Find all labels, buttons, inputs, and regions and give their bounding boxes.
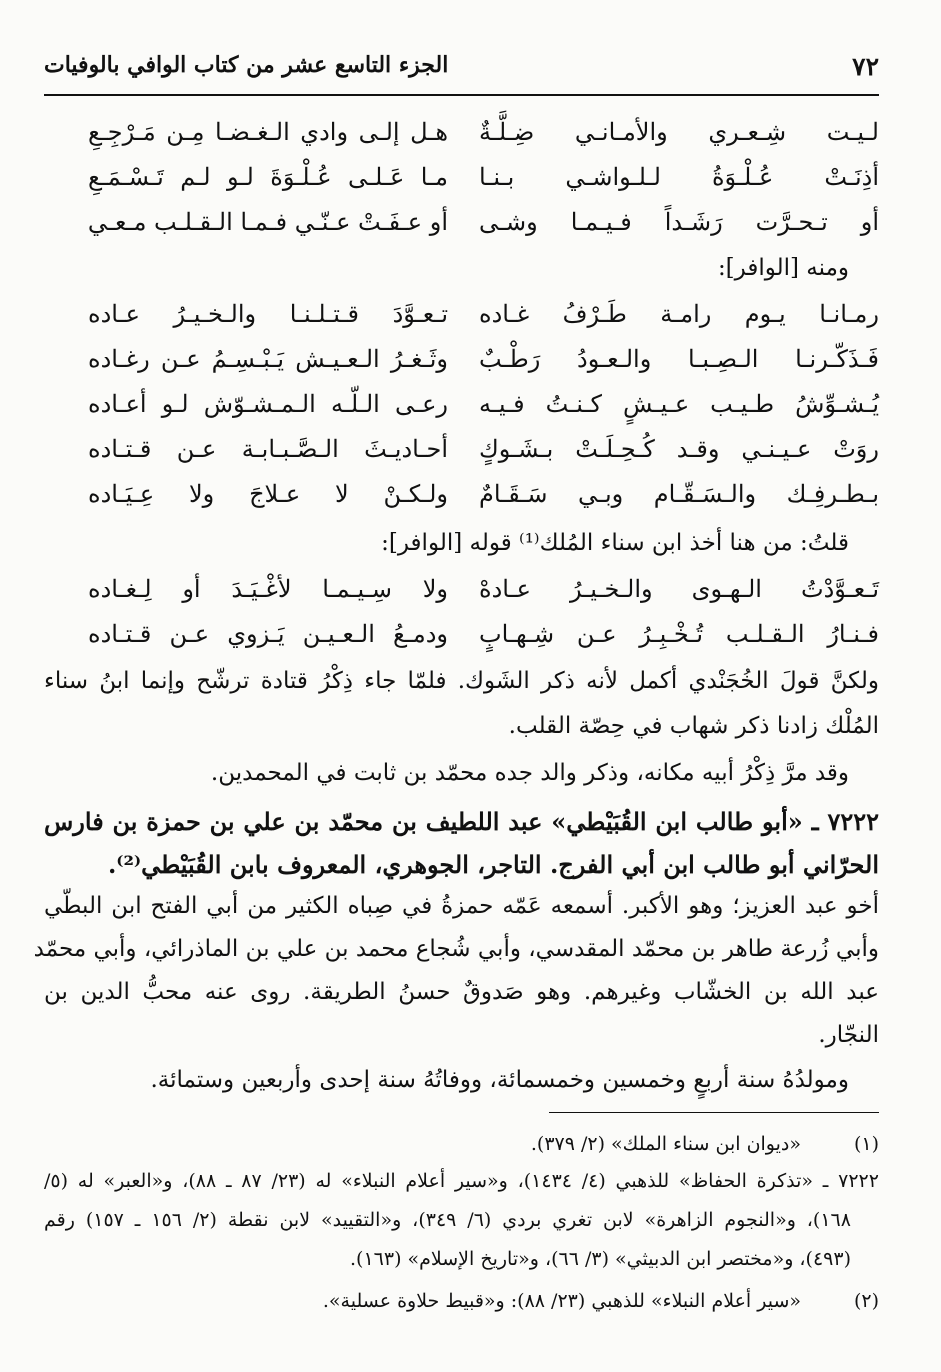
entry-body-line: النجّار. bbox=[818, 1022, 879, 1048]
footnote-1 bbox=[44, 1133, 879, 1161]
verse-line bbox=[88, 300, 879, 340]
entry-body-line: أخو عبد العزيز؛ وهو الأكبر. أسمعه عَمّه حمزةُ في صِباه الكثير من أبي الفتح ابن البطّي bbox=[44, 893, 879, 919]
verse-second-hemistich: ولا سِـيـمـا لأغْـيَـدَ أو لِـغـاده bbox=[88, 575, 448, 603]
footnote-entry-line: ٧٢٢٢ ـ «تذكرة الحفاظ» للذهبي (٤/ ١٤٣٤)، و«سير أعلام النبلاء» له (٢٣/ ٨٧ ـ ٨٨)، و«العبر» له (٥/ bbox=[44, 1170, 879, 1192]
verse-line bbox=[88, 575, 879, 615]
verse-second-hemistich: أحـاديـثَ الـصَّـبـابـة عـن قـتـاده bbox=[88, 435, 448, 463]
footnote-text: «ديوان ابن سناء الملك» (٢/ ٣٧٩). bbox=[530, 1133, 801, 1155]
verse-line bbox=[88, 163, 879, 203]
verse-line bbox=[88, 620, 879, 660]
poem-intro: ومنه [الوافر]: bbox=[717, 255, 849, 281]
verse-first-hemistich: بـطـرفِـك والـسَـقّـام وبـي سَـقَـامٌ bbox=[479, 480, 879, 508]
footnote-entry-line: ١٦٨)، و«النجوم الزاهرة» لابن تغري بردي (٦/ ٣٤٩)، و«التقييد» لابن نقطة (٢/ ١٥٦ ـ ١٥٧) رقم bbox=[44, 1209, 851, 1231]
verse-second-hemistich: أو عـفَـتْ عـنّـي فـمـا الـقـلـب مـعـي bbox=[87, 208, 448, 236]
footnote-text: «سير أعلام النبلاء» للذهبي (٢٣/ ٨٨): و«قبيط حلاوة عسلية». bbox=[322, 1290, 801, 1312]
entry-death-line: ومولدُهُ سنة أربعٍ وخمسين وخمسمائة، ووفاتُهُ سنة إحدى وأربعين وستمائة. bbox=[150, 1067, 849, 1093]
verse-first-hemistich: رمـانـا يـوم رامـة طَـرْفُ غـاده bbox=[479, 300, 879, 328]
running-title: الجزء التاسع عشر من كتاب الوافي بالوفيات bbox=[44, 52, 449, 78]
entry-heading-line: ٧٢٢٢ ـ «أبو طالب ابن القُبَيْطي» عبد اللطيف بن محمّد بن علي بن حمزة بن فارس bbox=[44, 807, 879, 836]
verse-line bbox=[88, 208, 879, 248]
verse-first-hemistich: أذِنَـتْ عُـلْـوَةُ لـلـواشـي بـنـا bbox=[479, 163, 879, 191]
page-header bbox=[44, 48, 879, 88]
poem-intro: قلتُ: من هنا أخذ ابن سناء المُلك⁽¹⁾ قوله [الوافر]: bbox=[381, 530, 849, 556]
paragraph-line: ولكنَّ قولَ الخُجَنْدي أكمل لأنه ذكر الشَوك. فلمّا جاء ذِكْرُ قتادة ترشّح وإنما ابنُ سناء bbox=[44, 668, 879, 694]
verse-line bbox=[88, 480, 879, 520]
entry-body-line: عبد الله بن الخشّاب وغيرهم. وهو صَدوقٌ حسنُ الطريقة. روى عنه محبُّ الدين بن bbox=[44, 979, 879, 1005]
verse-first-hemistich: لـيـت شِـعـري والأمـانـي ضِـلَّـةٌ bbox=[479, 118, 879, 146]
entry-body-line: وأبي زُرعة طاهر بن محمّد المقدسي، وأبي شُجاع محمد بن علي بن الماذرائي، وأبي محمّد bbox=[33, 936, 879, 962]
verse-second-hemistich: تـعـوَّدَ قـتـلـنـا والـخـيـرُ عـاده bbox=[88, 300, 448, 328]
verse-second-hemistich: رعـى الـلّـه الـمـشـوّش لـو أعـاده bbox=[88, 390, 448, 418]
verse-first-hemistich: تَـعـوَّدْتُ الـهـوى والـخـيـرُ عـادهْ bbox=[479, 575, 879, 603]
verse-line bbox=[88, 345, 879, 385]
verse-second-hemistich: هـل إلـى وادي الـغـضـا مِـن مَـرْجِـعِ bbox=[88, 118, 448, 146]
verse-line bbox=[88, 390, 879, 430]
paragraph: وقد مرَّ ذِكْرُ أبيه مكانه، وذكر والد جده محمّد بن ثابت في المحمدين. bbox=[210, 760, 849, 786]
footnote-number: (٢) bbox=[853, 1290, 879, 1312]
footnote-rule bbox=[549, 1112, 879, 1113]
page-number: ٧٢ bbox=[852, 52, 879, 81]
verse-first-hemistich: روَتْ عـيـنـي وقـد كُـحِـلَـتْ بـشَـوكٍ bbox=[479, 435, 879, 463]
verse-second-hemistich: مـا عَـلـى عُـلْـوَةَ لـو لـم تَـسْـمَـعِ bbox=[88, 163, 448, 191]
footnote-2 bbox=[44, 1290, 879, 1318]
verse-line bbox=[88, 435, 879, 475]
verse-first-hemistich: فـنـارُ الـقـلـب تُـخْـبِـرُ عـن شِـهـابٍ bbox=[479, 620, 879, 648]
verse-second-hemistich: ولـكـنْ لا عـلاجَ ولا عِـيَـاده bbox=[88, 480, 448, 508]
entry-heading-line: الحرّاني أبو طالب ابن أبي الفرج. التاجر، الجوهري، المعروف بابن القُبَيْطي⁽²⁾. bbox=[107, 850, 879, 879]
verse-second-hemistich: ودمـعُ الـعـيـن يَـزوي عـن قـتـاده bbox=[88, 620, 448, 648]
verse-first-hemistich: فَـذَكّـرنـا الـصِـبـا والـعـودُ رَطْـبٌ bbox=[479, 345, 879, 373]
footnote-entry-line: (٤٩٣)، و«مختصر ابن الدبيثي» (٣/ ٦٦)، و«تاريخ الإسلام» (١٦٣). bbox=[349, 1248, 851, 1270]
footnote-number: (١) bbox=[853, 1133, 879, 1155]
verse-line bbox=[88, 118, 879, 158]
header-rule bbox=[44, 94, 879, 96]
paragraph-line: المُلْك زادنا ذكر شهاب في حِصّة القلب. bbox=[508, 713, 879, 739]
verse-first-hemistich: يُـشـوِّشُ طـيـب عـيـشٍ كـنـتُ فـيـه bbox=[479, 390, 879, 418]
verse-second-hemistich: وثَـغـرُ الـعـيـش يَـبْـسِـمُ عـن رغـاده bbox=[88, 345, 448, 373]
verse-first-hemistich: أو تـحـرَّت رَشَـداً فـيـمـا وشـى bbox=[479, 208, 879, 236]
